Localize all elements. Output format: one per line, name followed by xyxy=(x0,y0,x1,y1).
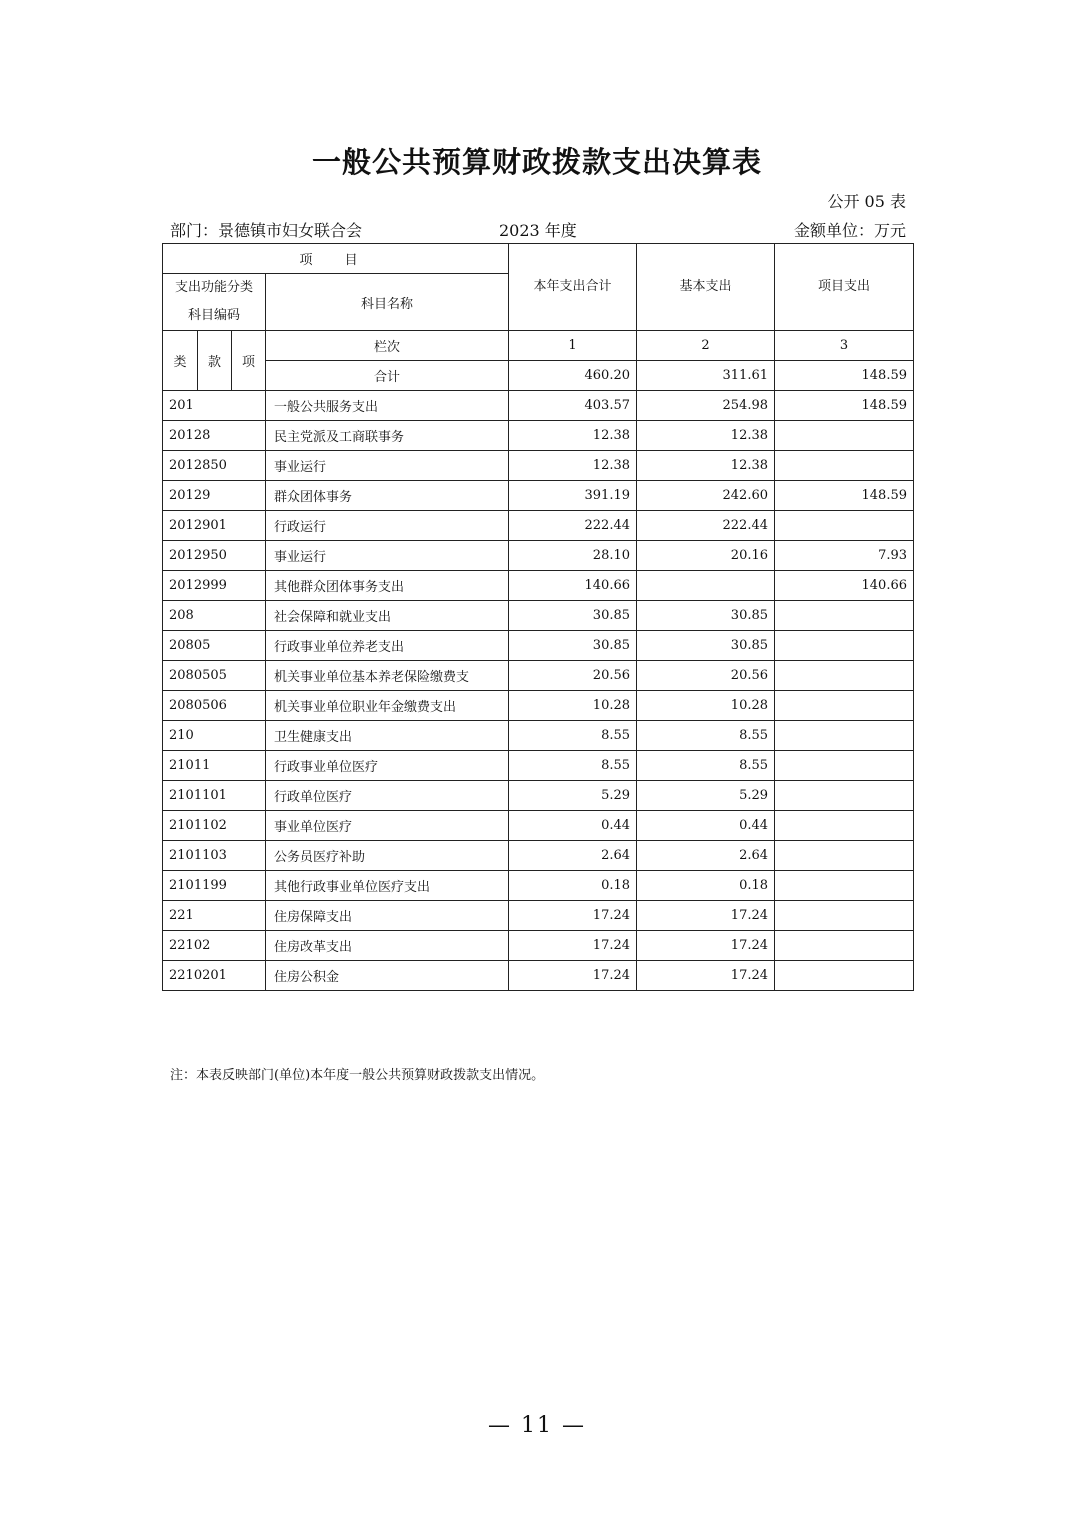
row-total: 12.38 xyxy=(509,421,637,451)
row-project xyxy=(775,511,914,541)
header-code xyxy=(163,274,266,331)
page-number: — 11 — xyxy=(488,1413,586,1438)
row-total: 403.57 xyxy=(509,391,637,421)
row-code: 21011 xyxy=(163,751,266,781)
row-basic: 17.24 xyxy=(637,901,775,931)
header-row-1 xyxy=(163,244,914,274)
row-code: 2101102 xyxy=(163,811,266,841)
header-basic: 基本支出 xyxy=(637,244,775,331)
row-code: 221 xyxy=(163,901,266,931)
row-basic: 10.28 xyxy=(637,691,775,721)
table-row xyxy=(163,691,914,721)
total-basic: 311.61 xyxy=(637,361,775,391)
row-project xyxy=(775,691,914,721)
table-row xyxy=(163,541,914,571)
row-subject-name: 公务员医疗补助 xyxy=(266,841,509,871)
row-project xyxy=(775,451,914,481)
table-row xyxy=(163,511,914,541)
header-item: 项 目 xyxy=(163,244,509,274)
header-code-line2: 科目编码 xyxy=(187,308,240,323)
row-total: 8.55 xyxy=(509,751,637,781)
row-code: 2012999 xyxy=(163,571,266,601)
table-note: 注：本表反映部门(单位)本年度一般公共预算财政拨款支出情况。 xyxy=(170,1068,545,1083)
total-project: 148.59 xyxy=(775,361,914,391)
row-project xyxy=(775,871,914,901)
row-total: 12.38 xyxy=(509,451,637,481)
row-project xyxy=(775,421,914,451)
row-subject-name: 民主党派及工商联事务 xyxy=(266,421,509,451)
row-project: 148.59 xyxy=(775,481,914,511)
row-subject-name: 住房公积金 xyxy=(266,961,509,991)
table-row xyxy=(163,811,914,841)
row-project xyxy=(775,931,914,961)
row-project: 148.59 xyxy=(775,391,914,421)
row-basic: 17.24 xyxy=(637,931,775,961)
row-total: 30.85 xyxy=(509,601,637,631)
row-total: 140.66 xyxy=(509,571,637,601)
document-title: 一般公共预算财政拨款支出决算表 xyxy=(311,145,762,179)
table-row xyxy=(163,631,914,661)
row-subject-name: 机关事业单位基本养老保险缴费支 xyxy=(266,661,509,691)
header-lei: 类 xyxy=(163,331,198,391)
row-subject-name: 卫生健康支出 xyxy=(266,721,509,751)
header-subject-name: 科目名称 xyxy=(266,274,509,331)
row-basic: 30.85 xyxy=(637,601,775,631)
row-project xyxy=(775,901,914,931)
header-col-no-2: 2 xyxy=(637,331,775,361)
row-code: 2210201 xyxy=(163,961,266,991)
row-subject-name: 行政事业单位医疗 xyxy=(266,751,509,781)
row-subject-name: 机关事业单位职业年金缴费支出 xyxy=(266,691,509,721)
header-kuan: 款 xyxy=(198,331,232,391)
header-col-no-3: 3 xyxy=(775,331,914,361)
row-code: 2101103 xyxy=(163,841,266,871)
table-row xyxy=(163,961,914,991)
table-row xyxy=(163,661,914,691)
row-total: 8.55 xyxy=(509,721,637,751)
header-code-line1: 支出功能分类 xyxy=(174,280,253,295)
row-code: 22102 xyxy=(163,931,266,961)
row-basic: 8.55 xyxy=(637,751,775,781)
table-row xyxy=(163,601,914,631)
row-basic: 12.38 xyxy=(637,451,775,481)
row-basic xyxy=(637,571,775,601)
row-basic: 0.18 xyxy=(637,871,775,901)
row-basic: 254.98 xyxy=(637,391,775,421)
row-project xyxy=(775,781,914,811)
row-total: 17.24 xyxy=(509,931,637,961)
row-total: 17.24 xyxy=(509,961,637,991)
row-total: 222.44 xyxy=(509,511,637,541)
total-label: 合计 xyxy=(266,361,509,391)
header-total: 本年支出合计 xyxy=(509,244,637,331)
row-basic: 242.60 xyxy=(637,481,775,511)
row-code: 2012950 xyxy=(163,541,266,571)
row-project xyxy=(775,631,914,661)
total-amount: 460.20 xyxy=(509,361,637,391)
row-total: 0.44 xyxy=(509,811,637,841)
row-total: 5.29 xyxy=(509,781,637,811)
row-basic: 17.24 xyxy=(637,961,775,991)
table-row xyxy=(163,781,914,811)
row-project: 7.93 xyxy=(775,541,914,571)
amount-unit: 金额单位：万元 xyxy=(793,221,906,240)
row-subject-name: 一般公共服务支出 xyxy=(266,391,509,421)
row-code: 20129 xyxy=(163,481,266,511)
row-subject-name: 事业运行 xyxy=(266,451,509,481)
table-row xyxy=(163,841,914,871)
row-project: 140.66 xyxy=(775,571,914,601)
row-total: 20.56 xyxy=(509,661,637,691)
row-project xyxy=(775,661,914,691)
row-project xyxy=(775,841,914,871)
row-project xyxy=(775,751,914,781)
row-subject-name: 住房改革支出 xyxy=(266,931,509,961)
row-project xyxy=(775,961,914,991)
table-row xyxy=(163,751,914,781)
department-label: 部门：景德镇市妇女联合会 xyxy=(170,221,363,240)
budget-table xyxy=(162,243,914,991)
table-row xyxy=(163,871,914,901)
row-code: 201 xyxy=(163,391,266,421)
row-total: 30.85 xyxy=(509,631,637,661)
row-subject-name: 住房保障支出 xyxy=(266,901,509,931)
row-subject-name: 行政单位医疗 xyxy=(266,781,509,811)
row-subject-name: 事业单位医疗 xyxy=(266,811,509,841)
row-basic: 222.44 xyxy=(637,511,775,541)
header-col-no-1: 1 xyxy=(509,331,637,361)
table-row xyxy=(163,451,914,481)
row-subject-name: 群众团体事务 xyxy=(266,481,509,511)
table-row xyxy=(163,481,914,511)
row-subject-name: 社会保障和就业支出 xyxy=(266,601,509,631)
row-basic: 0.44 xyxy=(637,811,775,841)
row-basic: 20.56 xyxy=(637,661,775,691)
table-row xyxy=(163,571,914,601)
row-code: 208 xyxy=(163,601,266,631)
row-code: 2101101 xyxy=(163,781,266,811)
row-code: 2080505 xyxy=(163,661,266,691)
row-code: 2012901 xyxy=(163,511,266,541)
row-subject-name: 事业运行 xyxy=(266,541,509,571)
row-total: 0.18 xyxy=(509,871,637,901)
total-row xyxy=(163,361,914,391)
row-basic: 2.64 xyxy=(637,841,775,871)
row-total: 2.64 xyxy=(509,841,637,871)
row-code: 210 xyxy=(163,721,266,751)
table-row xyxy=(163,391,914,421)
fiscal-year: 2023 年度 xyxy=(499,221,577,240)
row-project xyxy=(775,721,914,751)
row-basic: 30.85 xyxy=(637,631,775,661)
row-subject-name: 其他群众团体事务支出 xyxy=(266,571,509,601)
table-row xyxy=(163,931,914,961)
row-project xyxy=(775,601,914,631)
row-total: 28.10 xyxy=(509,541,637,571)
header-row-3 xyxy=(163,331,914,361)
row-basic: 8.55 xyxy=(637,721,775,751)
row-project xyxy=(775,811,914,841)
table-row xyxy=(163,421,914,451)
row-subject-name: 行政运行 xyxy=(266,511,509,541)
row-code: 2101199 xyxy=(163,871,266,901)
row-code: 20128 xyxy=(163,421,266,451)
row-basic: 20.16 xyxy=(637,541,775,571)
header-xiang: 项 xyxy=(232,331,266,391)
table-row xyxy=(163,901,914,931)
header-lanci: 栏次 xyxy=(266,331,509,361)
row-total: 391.19 xyxy=(509,481,637,511)
row-basic: 12.38 xyxy=(637,421,775,451)
row-total: 10.28 xyxy=(509,691,637,721)
row-code: 2080506 xyxy=(163,691,266,721)
table-row xyxy=(163,721,914,751)
row-subject-name: 其他行政事业单位医疗支出 xyxy=(266,871,509,901)
row-code: 20805 xyxy=(163,631,266,661)
row-basic: 5.29 xyxy=(637,781,775,811)
meta-row xyxy=(170,218,906,240)
row-total: 17.24 xyxy=(509,901,637,931)
row-code: 2012850 xyxy=(163,451,266,481)
form-number: 公开 05 表 xyxy=(827,192,906,211)
header-project: 项目支出 xyxy=(775,244,914,331)
row-subject-name: 行政事业单位养老支出 xyxy=(266,631,509,661)
